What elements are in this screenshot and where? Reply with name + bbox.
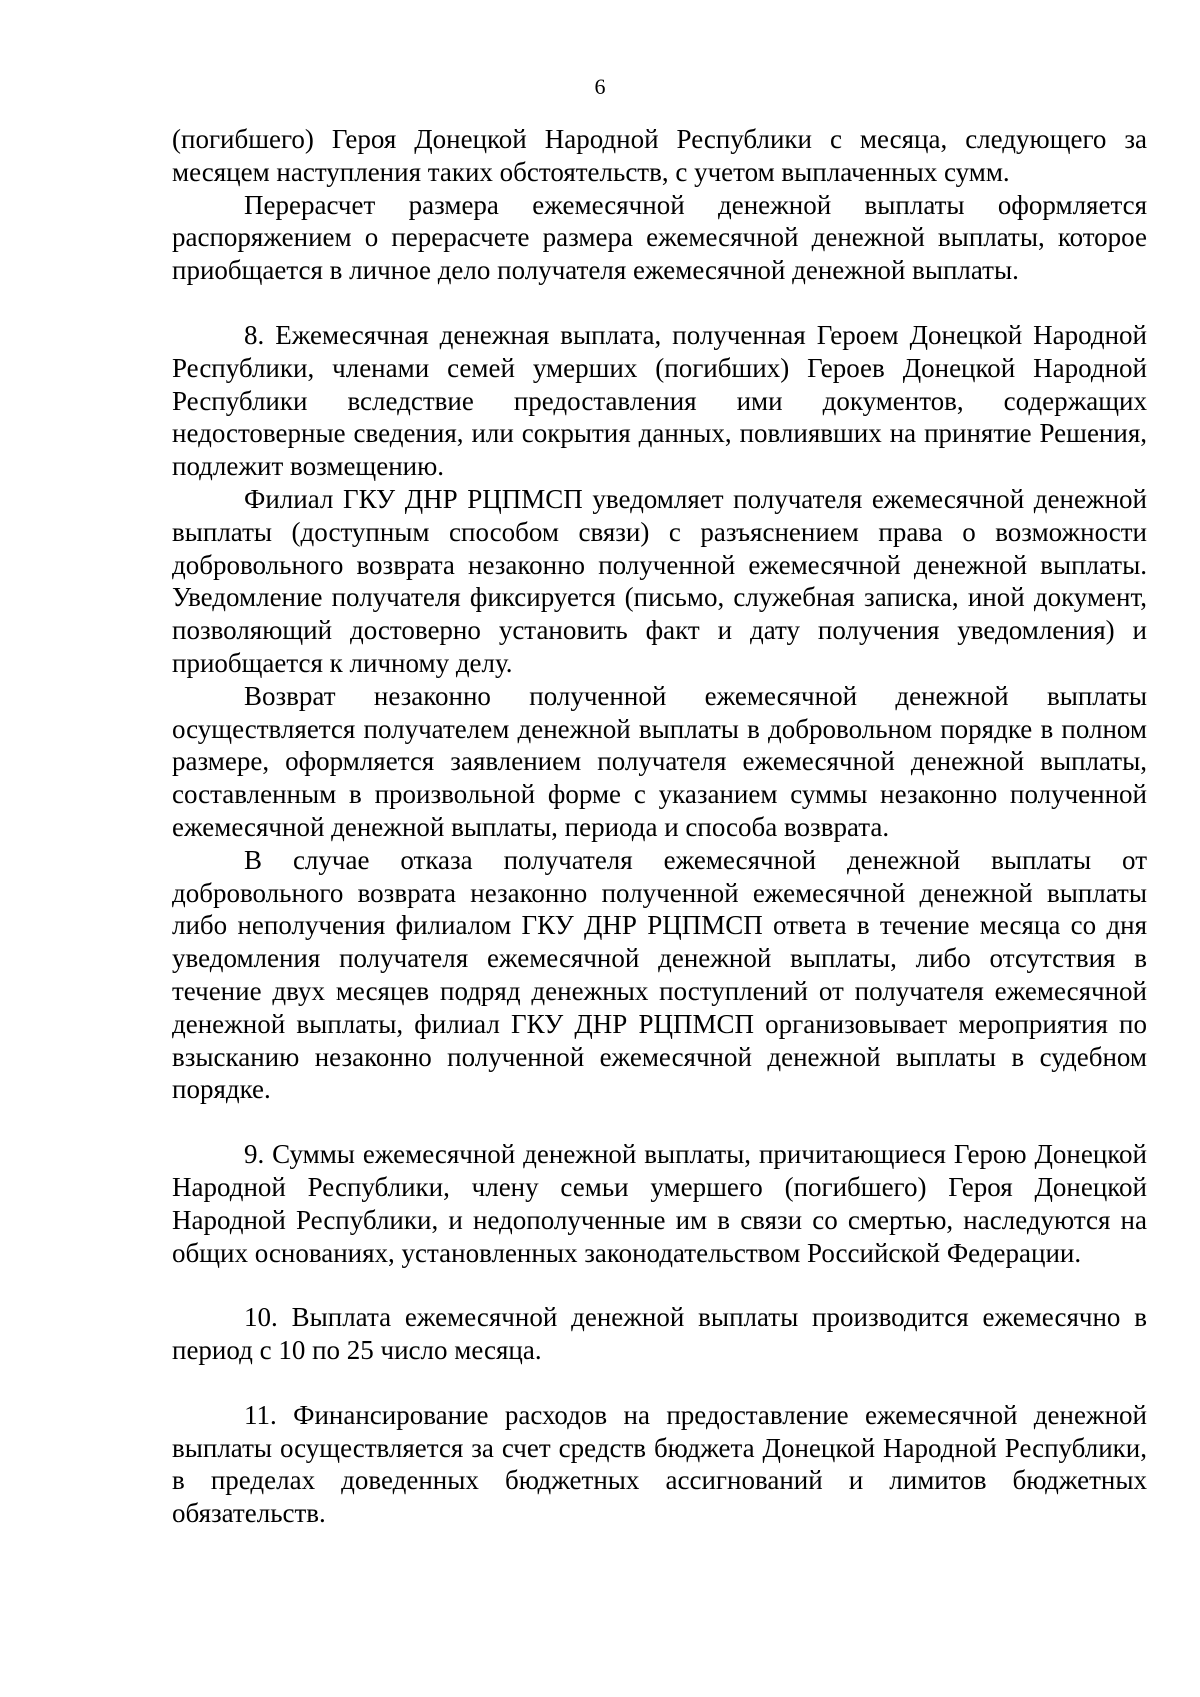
paragraph: 10. Выплата ежемесячной денежной выплаты производится ежемесячно в период с 10 по 25 число месяца. bbox=[172, 1302, 1147, 1366]
section-11 bbox=[172, 1399, 1147, 1530]
document-body bbox=[172, 123, 1147, 1530]
paragraph: Перерасчет размера ежемесячной денежной выплаты оформляется распоряжением о перерасчете размера ежемесячной денежной выплаты, которое приобщается в личное дело получателя ежемесячной денежной выплаты. bbox=[172, 189, 1147, 286]
paragraph: В случае отказа получателя ежемесячной денежной выплаты от добровольного возврата незаконно полученной ежемесячной денежной выплаты либо неполучения филиалом ГКУ ДНР РЦПМСП ответа в течение месяца со дня уведомления получателя ежемесячной денежной выплаты, либо отсутствия в течение двух месяцев подряд денежных поступлений от получателя ежемесячной денежной выплаты, филиал ГКУ ДНР РЦПМСП организовывает мероприятия по взысканию незаконно полученной ежемесячной денежной выплаты в судебном порядке. bbox=[172, 844, 1147, 1105]
paragraph: Филиал ГКУ ДНР РЦПМСП уведомляет получателя ежемесячной денежной выплаты (доступным способом связи) с разъяснением права о возможности добровольного возврата незаконно полученной ежемесячной денежной выплаты. Уведомление получателя фиксируется (письмо, служебная записка, иной документ, позволяющий достоверно установить факт и дату получения уведомления) и приобщается к личному делу. bbox=[172, 483, 1147, 678]
paragraph: (погибшего) Героя Донецкой Народной Республики с месяца, следующего за месяцем наступления таких обстоятельств, с учетом выплаченных сумм. bbox=[172, 124, 1147, 187]
section-8 bbox=[172, 319, 1147, 1106]
section-continuation bbox=[172, 123, 1147, 287]
page-number: 6 bbox=[594, 74, 606, 99]
section-10 bbox=[172, 1301, 1147, 1367]
paragraph: 8. Ежемесячная денежная выплата, полученная Героем Донецкой Народной Республики, членами семей умерших (погибших) Героев Донецкой Народной Республики вследствие предоставления ими документов, содержащих недостоверные сведения, или сокрытия данных, повлиявших на принятие Решения, подлежит возмещению. bbox=[172, 319, 1147, 482]
paragraph: 11. Финансирование расходов на предоставление ежемесячной денежной выплаты осуществляется за счет средств бюджета Донецкой Народной Республики, в пределах доведенных бюджетных ассигнований и лимитов бюджетных обязательств. bbox=[172, 1399, 1147, 1529]
section-9 bbox=[172, 1138, 1147, 1269]
paragraph: Возврат незаконно полученной ежемесячной денежной выплаты осуществляется получателем денежной выплаты в добровольном порядке в полном размере, оформляется заявлением получателя ежемесячной денежной выплаты, составленным в произвольной форме с указанием суммы незаконно полученной ежемесячной денежной выплаты, периода и способа возврата. bbox=[172, 680, 1147, 842]
paragraph: 9. Суммы ежемесячной денежной выплаты, причитающиеся Герою Донецкой Народной Республики, члену семьи умершего (погибшего) Героя Донецкой Народной Республики, и недополученные им в связи со смертью, наследуются на общих основаниях, установленных законодательством Российской Федерации. bbox=[172, 1139, 1147, 1268]
